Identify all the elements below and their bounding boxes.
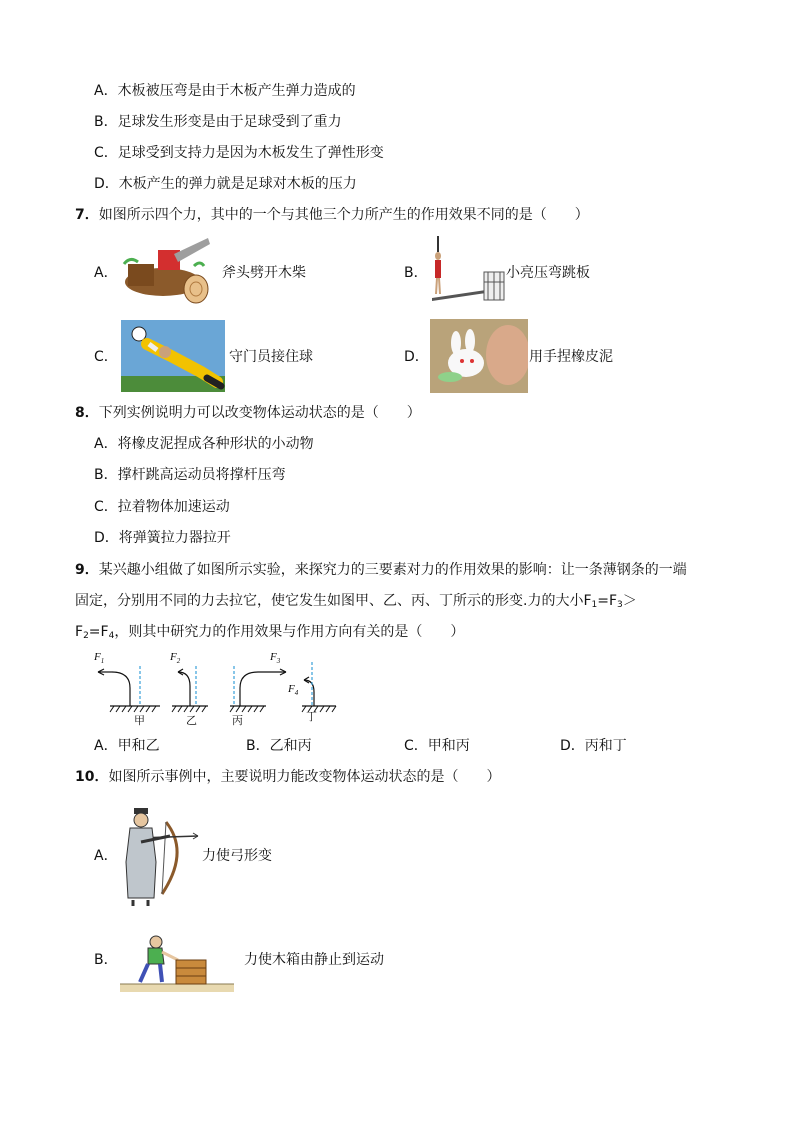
- q7-stem-text: 如图所示四个力，其中的一个与其他三个力所产生的作用效果不同的是（ ）: [98, 207, 589, 223]
- q10-number: 10．: [75, 769, 109, 785]
- q8-stem: [75, 404, 421, 422]
- archer-drawing-bow-image: [118, 802, 202, 908]
- q9-number: 9．: [75, 562, 99, 578]
- q9-option-c: C．甲和丙: [404, 738, 470, 754]
- diving-board-image: [428, 232, 508, 304]
- q10-option-a-caption: 力使弓形变: [202, 848, 272, 864]
- force-f1-label: $F_1$: [94, 651, 105, 665]
- q8-number: 8．: [75, 405, 99, 421]
- q7-option-b-caption: 小亮压弯跳板: [506, 265, 590, 281]
- q9-stem-line1: 9．某兴趣小组做了如图所示实验，来探究力的三要素对力的作用效果的影响：让一条薄钢条的一端: [75, 562, 687, 578]
- q7-option-d-label: D．: [404, 349, 429, 365]
- q9-option-a: A．甲和乙: [94, 738, 160, 754]
- q7-option-c-caption: 守门员接住球: [229, 349, 313, 365]
- q8-option-d: D．将弹簧拉力器拉开: [94, 530, 231, 546]
- q7-stem: [75, 206, 589, 224]
- hand-squeezing-clay-image: [430, 319, 528, 393]
- q10-option-b-label: B．: [94, 952, 118, 968]
- boy-pushing-box-image: [118, 932, 236, 996]
- q9-stem-line2: 固定，分别用不同的力去拉它，使它发生如图甲、乙、丙、丁所示的形变.力的大小$F_1=F_3>$: [75, 593, 637, 610]
- q8-option-b: B．撑杆跳高运动员将撑杆压弯: [94, 467, 286, 483]
- q9-option-d: D．丙和丁: [560, 738, 627, 754]
- force-f2-label: $F_2$: [170, 651, 181, 665]
- label-yi: 乙: [186, 714, 197, 726]
- q6-option-c: C．足球受到支持力是因为木板发生了弹性形变: [94, 145, 384, 161]
- q10-option-b-caption: 力使木箱由静止到运动: [244, 952, 384, 968]
- goalkeeper-catching-ball-image: [121, 320, 225, 392]
- q7-option-c-label: C．: [94, 349, 118, 365]
- q7-option-a-caption: 斧头劈开木柴: [222, 265, 306, 281]
- q6-option-a: A．木板被压弯是由于木板产生弹力造成的: [94, 83, 356, 99]
- q7-number: 7．: [75, 207, 99, 223]
- q7-option-a-label: A．: [94, 265, 118, 281]
- axe-splitting-wood-image: [118, 234, 212, 312]
- label-jia: 甲: [134, 714, 145, 726]
- q8-option-c: C．拉着物体加速运动: [94, 499, 230, 515]
- q6-option-b: B．足球发生形变是由于足球受到了重力: [94, 114, 342, 130]
- force-f3-label: $F_3$: [270, 651, 281, 665]
- label-bing: 丙: [232, 714, 243, 726]
- q10-option-a-label: A．: [94, 848, 118, 864]
- q7-option-b-label: B．: [404, 265, 428, 281]
- q9-stem-line3: $F_2=F_4$，则其中研究力的作用效果与作用方向有关的是（ ）: [75, 624, 465, 641]
- q10-stem-text: 如图所示事例中，主要说明力能改变物体运动状态的是（ ）: [108, 769, 501, 785]
- q6-option-d: D．木板产生的弹力就是足球对木板的压力: [94, 176, 357, 192]
- q9-option-b: B．乙和丙: [246, 738, 312, 754]
- q8-option-a: A．将橡皮泥捏成各种形状的小动物: [94, 436, 314, 452]
- label-ding: 丁: [306, 710, 317, 723]
- q8-stem-text: 下列实例说明力可以改变物体运动状态的是（ ）: [98, 405, 421, 421]
- force-f4-label: $F_4$: [288, 683, 299, 697]
- q7-option-d-caption: 用手捏橡皮泥: [529, 349, 613, 365]
- q10-stem: [75, 768, 500, 786]
- steel-strip-force-diagram: [90, 646, 340, 726]
